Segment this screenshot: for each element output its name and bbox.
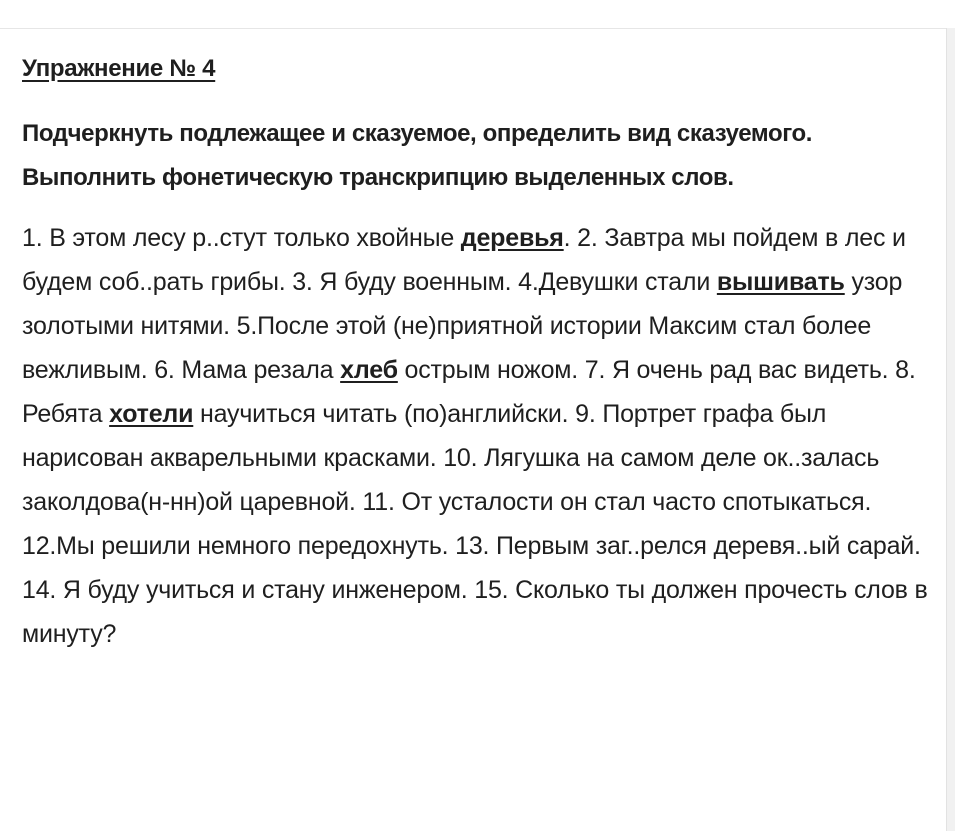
highlighted-word-1: деревья — [460, 224, 564, 252]
text-part-3: узор золотыми нитями. 5.После этой (не)приятной истории Максим стал более вежливым. 6. Мама резала — [22, 268, 903, 384]
exercise-text — [22, 216, 940, 656]
text-part-4: острым ножом. 7. Я очень рад вас видеть. 8. Ребята — [22, 356, 916, 428]
exercise-title: Упражнение № 4 — [22, 55, 216, 82]
task-instructions: Подчеркнуть подлежащее и сказуемое, определить вид сказуемого. Выполнить фонетическую транскрипцию выделенных слов. — [22, 120, 813, 191]
highlighted-word-4: хотели — [109, 400, 194, 428]
text-part-2: . 2. Завтра мы пойдем в лес и будем соб..рать грибы. 3. Я буду военным. 4.Девушки стали — [22, 224, 906, 296]
top-bar — [0, 0, 955, 29]
exercise-card — [22, 52, 940, 656]
highlighted-word-3: хлеб — [340, 356, 398, 384]
text-part-1: 1. В этом лесу р..стут только хвойные — [22, 224, 461, 252]
scrollbar[interactable] — [946, 28, 955, 831]
highlighted-word-2: вышивать — [716, 268, 845, 296]
text-part-5: научиться читать (по)английски. 9. Портрет графа был нарисован акварельными красками. 10. Лягушка на самом деле ок..залась заколдова(н-нн)ой царевной. 11. От усталости он стал часто спотыкаться. 12.Мы решили немного передохнуть. 13. Первым заг..релся деревя..ый сарай. 14. Я буду учиться и стану инженером. 15. Сколько ты должен прочесть слов в минуту? — [22, 400, 928, 648]
